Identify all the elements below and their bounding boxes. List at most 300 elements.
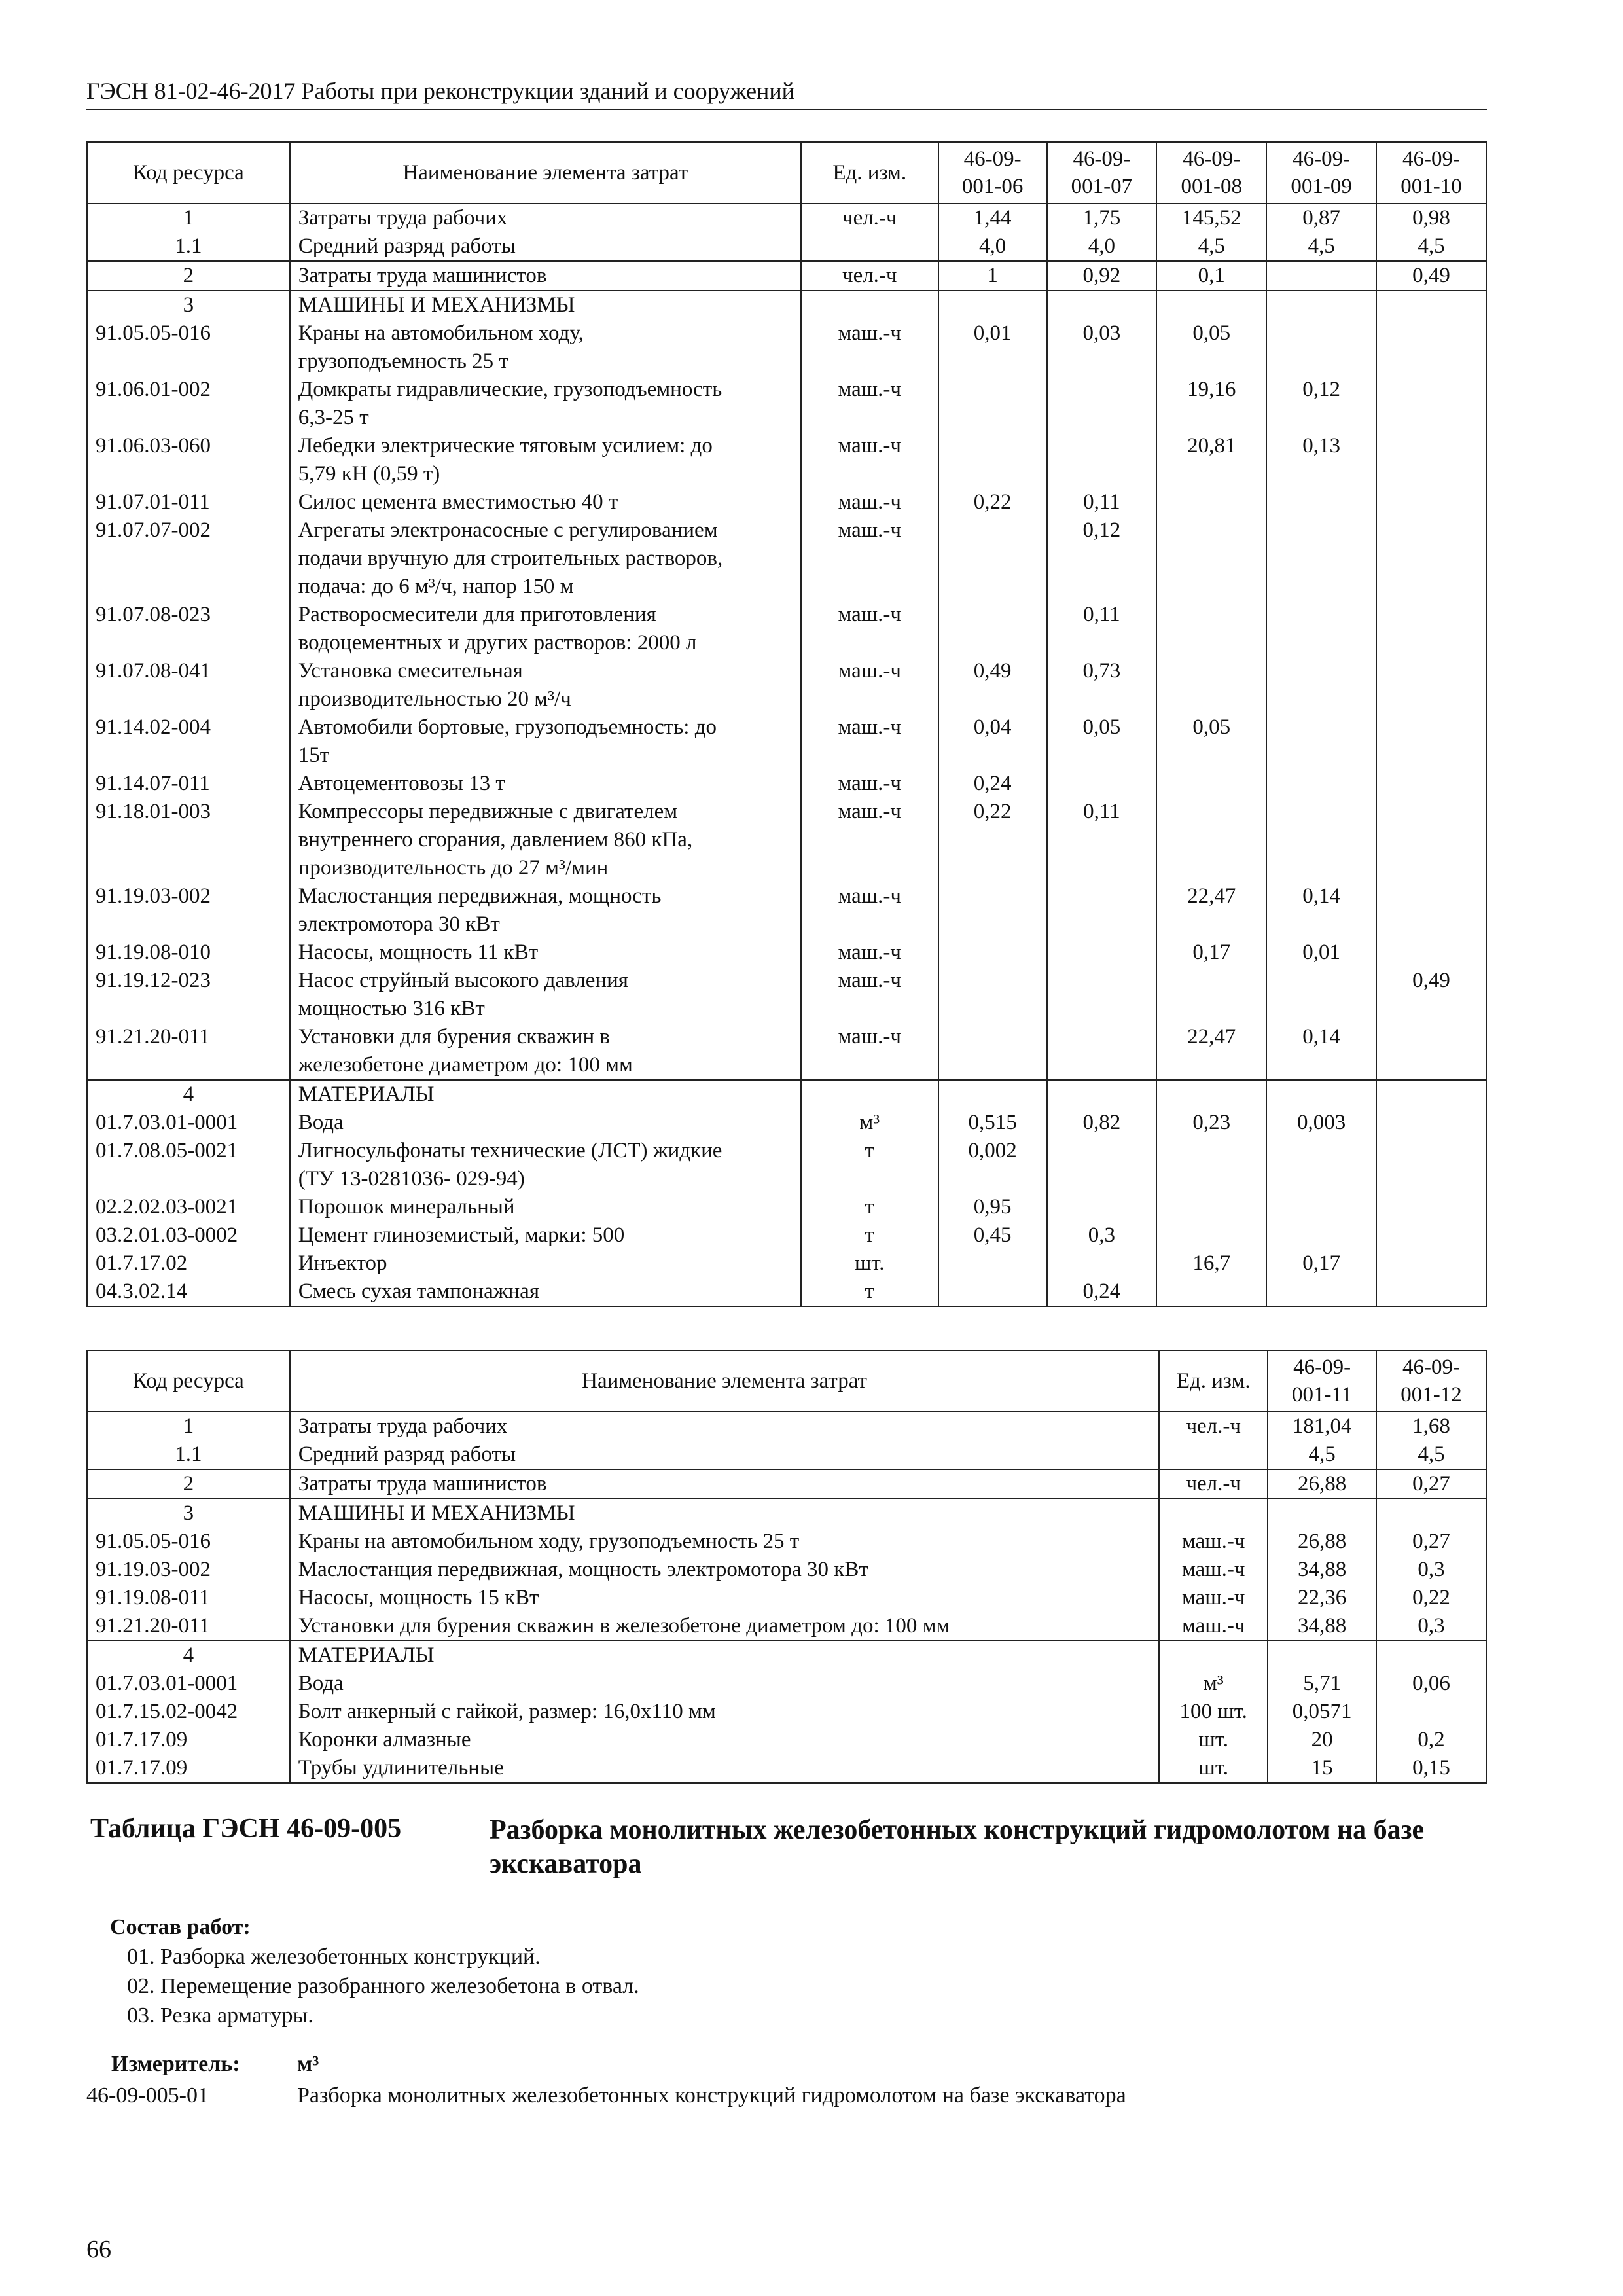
table-row [87,1499,1486,1528]
resource-code: 01.7.03.01-0001 [87,1670,290,1698]
norm-value: 145,52 [1156,204,1266,232]
table-row [87,1528,1486,1556]
norm-value [1266,601,1376,657]
norm-value [938,1080,1047,1109]
resource-code: 3 [87,1499,290,1528]
norm-value [1047,967,1157,1023]
norm-value [1266,1193,1376,1221]
norm-value [1047,1193,1157,1221]
resource-name: МАТЕРИАЛЫ [290,1080,801,1109]
table-row [87,657,1486,713]
norm-value: 0,01 [938,319,1047,376]
norm-value: 0,12 [1047,516,1157,601]
resource-name: Лебедки электрические тяговым усилием: до 5,79 кН (0,59 т) [290,432,801,488]
table-row [87,516,1486,601]
norm-value [1376,291,1486,319]
resource-code: 91.07.01-011 [87,488,290,516]
norm-value [1268,1499,1376,1528]
resource-code: 1 [87,204,290,232]
resource-code: 91.07.08-041 [87,657,290,713]
norm-value: 0,515 [938,1109,1047,1137]
resource-code: 4 [87,1641,290,1670]
header-code: Код ресурса [87,1350,290,1412]
norm-value [1156,488,1266,516]
resource-code: 1 [87,1412,290,1441]
resource-name: Установки для бурения скважин в железобетоне диаметром до: 100 мм [290,1023,801,1080]
norm-value: 0,49 [1376,261,1486,291]
table-row [87,1221,1486,1249]
table-row [87,432,1486,488]
norm-value: 4,0 [1047,232,1157,261]
resource-name: Насосы, мощность 11 кВт [290,939,801,967]
norm-value: 0,13 [1266,432,1376,488]
resource-name: Лигносульфонаты технические (ЛСТ) жидкие (ТУ 13-0281036- 029-94) [290,1137,801,1193]
resource-code: 2 [87,1469,290,1499]
norm-value [1376,488,1486,516]
norm-value [938,1023,1047,1080]
norm-value: 22,36 [1268,1584,1376,1612]
table-row [87,1412,1486,1441]
table-row [87,1584,1486,1612]
table-row [87,1023,1486,1080]
resource-code: 3 [87,291,290,319]
header-norm-column: 46-09- 001-11 [1268,1350,1376,1412]
resource-name: Цемент глиноземистый, марки: 500 [290,1221,801,1249]
norm-value: 0,49 [1376,967,1486,1023]
work-composition [110,1912,639,2030]
table-name: Разборка монолитных железобетонных конструкций гидромолотом на базе экскаватора [490,1815,1425,1879]
table-row [87,291,1486,319]
norm-value: 0,45 [938,1221,1047,1249]
resource-unit: чел.-ч [801,261,938,291]
resource-name: Силос цемента вместимостью 40 т [290,488,801,516]
norm-value [1047,1080,1157,1109]
table-row [87,770,1486,798]
resource-unit: т [801,1278,938,1306]
resource-code: 1.1 [87,232,290,261]
page-number: 66 [86,2236,111,2263]
resource-unit [801,232,938,261]
resource-code: 91.19.12-023 [87,967,290,1023]
norm-value [1266,1278,1376,1306]
resource-unit: маш.-ч [801,1023,938,1080]
resource-unit [801,291,938,319]
resource-code: 91.05.05-016 [87,1528,290,1556]
resource-unit [1159,1499,1268,1528]
resource-code: 91.21.20-011 [87,1612,290,1641]
table-header-row [87,142,1486,204]
resource-code: 91.07.08-023 [87,601,290,657]
table-row [87,261,1486,291]
norm-value [1376,1249,1486,1278]
resource-table-2 [86,1350,1487,1784]
resource-unit: маш.-ч [801,488,938,516]
norm-value [1156,1278,1266,1306]
norm-value: 1,75 [1047,204,1157,232]
norm-value: 4,5 [1376,1441,1486,1469]
resource-name: Инъектор [290,1249,801,1278]
norm-value: 16,7 [1156,1249,1266,1278]
norm-value: 0,24 [1047,1278,1157,1306]
table-row [87,1278,1486,1306]
resource-name: Краны на автомобильном ходу, грузоподъемность 25 т [290,1528,1159,1556]
resource-unit: маш.-ч [1159,1612,1268,1641]
resource-name: Растворосмесители для приготовления водоцементных и других растворов: 2000 л [290,601,801,657]
resource-code: 1.1 [87,1441,290,1469]
resource-unit: т [801,1137,938,1193]
resource-unit: маш.-ч [801,798,938,882]
table-row [87,1080,1486,1109]
resource-code: 91.19.03-002 [87,1556,290,1584]
norm-value [1047,770,1157,798]
resource-unit: т [801,1221,938,1249]
resource-name: Затраты труда машинистов [290,261,801,291]
norm-value [1156,1221,1266,1249]
norm-value: 0,82 [1047,1109,1157,1137]
norm-value: 0,27 [1376,1469,1486,1499]
norm-value: 0,3 [1047,1221,1157,1249]
norm-value [1047,376,1157,432]
table-row [87,1109,1486,1137]
norm-value: 1,44 [938,204,1047,232]
resource-name: Затраты труда машинистов [290,1469,1159,1499]
resource-code: 01.7.03.01-0001 [87,1109,290,1137]
table-row [87,601,1486,657]
norm-value: 0,17 [1156,939,1266,967]
norm-value: 0,06 [1376,1670,1486,1698]
norm-value: 0,05 [1156,713,1266,770]
resource-unit: чел.-ч [801,204,938,232]
table-row [87,232,1486,261]
resource-unit: маш.-ч [801,319,938,376]
norm-value: 0,3 [1376,1612,1486,1641]
norm-value: 0,002 [938,1137,1047,1193]
resource-unit: маш.-ч [801,657,938,713]
resource-table-1 [86,141,1487,1307]
norm-value [938,1278,1047,1306]
norm-value [938,432,1047,488]
norm-value [938,967,1047,1023]
table-row [87,1469,1486,1499]
norm-value: 0,0571 [1268,1698,1376,1726]
resource-code: 01.7.15.02-0042 [87,1698,290,1726]
resource-name: Средний разряд работы [290,232,801,261]
resource-code: 91.19.08-010 [87,939,290,967]
norm-value: 0,15 [1376,1754,1486,1783]
norm-value [1376,939,1486,967]
resource-unit: маш.-ч [801,516,938,601]
resource-name: Вода [290,1109,801,1137]
norm-value [1376,1641,1486,1670]
norm-value [938,939,1047,967]
table-row [87,1726,1486,1754]
norm-value [1156,657,1266,713]
header-norm-column: 46-09- 001-10 [1376,142,1486,204]
norm-value [1376,1080,1486,1109]
norm-value [1156,601,1266,657]
table-row [87,1698,1486,1726]
resource-code: 01.7.08.05-0021 [87,1137,290,1193]
table-row [87,1249,1486,1278]
resource-unit: маш.-ч [801,713,938,770]
norm-value [938,1249,1047,1278]
norm-value: 0,1 [1156,261,1266,291]
norm-value [1156,967,1266,1023]
resource-unit: маш.-ч [801,432,938,488]
norm-value: 4,0 [938,232,1047,261]
resource-code: 03.2.01.03-0002 [87,1221,290,1249]
norm-description: Разборка монолитных железобетонных конструкций гидромолотом на базе экскаватора [297,2083,1126,2108]
norm-value: 0,22 [938,798,1047,882]
resource-name: МАТЕРИАЛЫ [290,1641,1159,1670]
norm-value [1047,939,1157,967]
norm-value [1266,1221,1376,1249]
work-item: 03. Резка арматуры. [127,2003,313,2028]
norm-value [1266,1080,1376,1109]
table-row [87,488,1486,516]
table-row [87,1670,1486,1698]
norm-value: 5,71 [1268,1670,1376,1698]
norm-value [1266,770,1376,798]
resource-code: 04.3.02.14 [87,1278,290,1306]
norm-value: 4,5 [1156,232,1266,261]
norm-value [1268,1641,1376,1670]
resource-name: Маслостанция передвижная, мощность электромотора 30 кВт [290,882,801,939]
page-header: ГЭСН 81-02-46-2017 Работы при реконструкции зданий и сооружений [86,77,1487,110]
resource-unit: чел.-ч [1159,1469,1268,1499]
norm-value [1266,488,1376,516]
resource-name: Средний разряд работы [290,1441,1159,1469]
table-row [87,1137,1486,1193]
resource-unit: маш.-ч [801,882,938,939]
norm-value: 26,88 [1268,1469,1376,1499]
table-row [87,1193,1486,1221]
table-row [87,939,1486,967]
resource-name: Смесь сухая тампонажная [290,1278,801,1306]
table-row [87,798,1486,882]
norm-value [1047,1023,1157,1080]
resource-name: Коронки алмазные [290,1726,1159,1754]
norm-value: 0,17 [1266,1249,1376,1278]
resource-name: Насосы, мощность 15 кВт [290,1584,1159,1612]
table-row [87,204,1486,232]
norm-value [1376,1023,1486,1080]
norm-value [1266,319,1376,376]
table-row [87,1556,1486,1584]
resource-code: 91.06.03-060 [87,432,290,488]
resource-code: 91.06.01-002 [87,376,290,432]
table-row [87,1612,1486,1641]
norm-value [1156,291,1266,319]
resource-unit: чел.-ч [1159,1412,1268,1441]
norm-value [1266,713,1376,770]
resource-unit: маш.-ч [801,601,938,657]
resource-name: Болт анкерный с гайкой, размер: 16,0х110 мм [290,1698,1159,1726]
norm-value: 0,23 [1156,1109,1266,1137]
norm-value [1376,882,1486,939]
norm-value: 0,04 [938,713,1047,770]
resource-name: Трубы удлинительные [290,1754,1159,1783]
norm-value: 0,2 [1376,1726,1486,1754]
resource-unit: м³ [801,1109,938,1137]
norm-value: 0,11 [1047,798,1157,882]
resource-name: Краны на автомобильном ходу, грузоподъемность 25 т [290,319,801,376]
header-norm-column: 46-09- 001-07 [1047,142,1157,204]
norm-value [1266,516,1376,601]
norm-value: 0,03 [1047,319,1157,376]
resource-unit: маш.-ч [801,939,938,967]
norm-value: 0,12 [1266,376,1376,432]
resource-name: Маслостанция передвижная, мощность электромотора 30 кВт [290,1556,1159,1584]
norm-value [1156,1137,1266,1193]
norm-value [1376,657,1486,713]
resource-code: 91.21.20-011 [87,1023,290,1080]
norm-value [1156,1193,1266,1221]
table-number: Таблица ГЭСН 46-09-005 [90,1814,402,1844]
resource-name: Автоцементовозы 13 т [290,770,801,798]
resource-code: 01.7.17.09 [87,1754,290,1783]
norm-value [1156,770,1266,798]
resource-unit: маш.-ч [801,770,938,798]
resource-name: Установки для бурения скважин в железобетоне диаметром до: 100 мм [290,1612,1159,1641]
norm-value [1376,1221,1486,1249]
norm-value: 0,98 [1376,204,1486,232]
norm-value: 0,14 [1266,1023,1376,1080]
measurement-unit: м³ [297,2052,319,2076]
norm-value: 34,88 [1268,1556,1376,1584]
resource-code: 02.2.02.03-0021 [87,1193,290,1221]
norm-value [938,376,1047,432]
table-row [87,1754,1486,1783]
norm-value [1376,798,1486,882]
norm-value: 0,003 [1266,1109,1376,1137]
norm-value [1376,319,1486,376]
norm-value: 0,3 [1376,1556,1486,1584]
norm-value [1266,657,1376,713]
norm-value [1156,798,1266,882]
norm-value: 0,73 [1047,657,1157,713]
norm-value: 20 [1268,1726,1376,1754]
resource-name: Порошок минеральный [290,1193,801,1221]
table-row [87,882,1486,939]
resource-name: МАШИНЫ И МЕХАНИЗМЫ [290,291,801,319]
norm-value: 0,11 [1047,488,1157,516]
norm-value: 19,16 [1156,376,1266,432]
norm-value [938,291,1047,319]
resource-code: 91.14.07-011 [87,770,290,798]
norm-value: 0,11 [1047,601,1157,657]
norm-value: 0,22 [1376,1584,1486,1612]
header-norm-column: 46-09- 001-09 [1266,142,1376,204]
resource-name: Домкраты гидравлические, грузоподъемность 6,3-25 т [290,376,801,432]
resource-unit: маш.-ч [1159,1528,1268,1556]
norm-value [1376,1109,1486,1137]
resource-unit: маш.-ч [801,967,938,1023]
norm-value [1266,261,1376,291]
work-item: 02. Перемещение разобранного железобетона в отвал. [127,1974,639,1998]
norm-value: 22,47 [1156,882,1266,939]
resource-unit: маш.-ч [801,376,938,432]
norm-value [1047,432,1157,488]
norm-value [1047,882,1157,939]
resource-name: МАШИНЫ И МЕХАНИЗМЫ [290,1499,1159,1528]
norm-value [938,882,1047,939]
norm-value [1156,1080,1266,1109]
norm-value: 4,5 [1376,232,1486,261]
norm-value [938,601,1047,657]
norm-value [1376,376,1486,432]
table-row [87,319,1486,376]
header-unit: Ед. изм. [1159,1350,1268,1412]
norm-value [1047,1249,1157,1278]
resource-name: Вода [290,1670,1159,1698]
header-name: Наименование элемента затрат [290,1350,1159,1412]
norm-value: 0,05 [1047,713,1157,770]
resource-unit: 100 шт. [1159,1698,1268,1726]
header-norm-column: 46-09- 001-08 [1156,142,1266,204]
norm-value [938,516,1047,601]
work-item: 01. Разборка железобетонных конструкций. [127,1945,541,1969]
norm-value: 0,49 [938,657,1047,713]
resource-name: Затраты труда рабочих [290,204,801,232]
norm-value [1266,1137,1376,1193]
resource-code: 91.19.03-002 [87,882,290,939]
norm-value [1376,1137,1486,1193]
resource-unit [801,1080,938,1109]
norm-value: 1,68 [1376,1412,1486,1441]
norm-code: 46-09-005-01 [86,2083,209,2108]
norm-value: 0,22 [938,488,1047,516]
resource-name: Насос струйный высокого давления мощностью 316 кВт [290,967,801,1023]
norm-value [1266,291,1376,319]
norm-value: 4,5 [1268,1441,1376,1469]
header-name: Наименование элемента затрат [290,142,801,204]
norm-value [1376,1698,1486,1726]
measurement-label: Измеритель: [111,2052,240,2076]
norm-value: 15 [1268,1754,1376,1783]
norm-value [1047,291,1157,319]
resource-unit: т [801,1193,938,1221]
norm-value [1376,432,1486,488]
table-row [87,376,1486,432]
resource-code: 4 [87,1080,290,1109]
resource-unit: маш.-ч [1159,1556,1268,1584]
norm-value: 0,24 [938,770,1047,798]
table-row [87,1441,1486,1469]
resource-name: Автомобили бортовые, грузоподъемность: до 15т [290,713,801,770]
norm-value [1376,770,1486,798]
header-norm-column: 46-09- 001-12 [1376,1350,1486,1412]
norm-value: 0,92 [1047,261,1157,291]
resource-code: 91.18.01-003 [87,798,290,882]
norm-value: 0,27 [1376,1528,1486,1556]
resource-name: Агрегаты электронасосные с регулированием подачи вручную для строительных растворов, подача: до 6 м³/ч, напор 150 м [290,516,801,601]
table-body [87,1412,1486,1783]
norm-value [1266,967,1376,1023]
table-row [87,1641,1486,1670]
resource-name: Установка смесительная производительностью 20 м³/ч [290,657,801,713]
norm-value: 0,01 [1266,939,1376,967]
norm-value: 26,88 [1268,1528,1376,1556]
resource-code: 91.07.07-002 [87,516,290,601]
norm-value [1376,1193,1486,1221]
resource-unit [1159,1641,1268,1670]
resource-unit: шт. [1159,1726,1268,1754]
norm-value [1266,798,1376,882]
resource-unit: шт. [801,1249,938,1278]
header-unit: Ед. изм. [801,142,938,204]
norm-value: 0,95 [938,1193,1047,1221]
